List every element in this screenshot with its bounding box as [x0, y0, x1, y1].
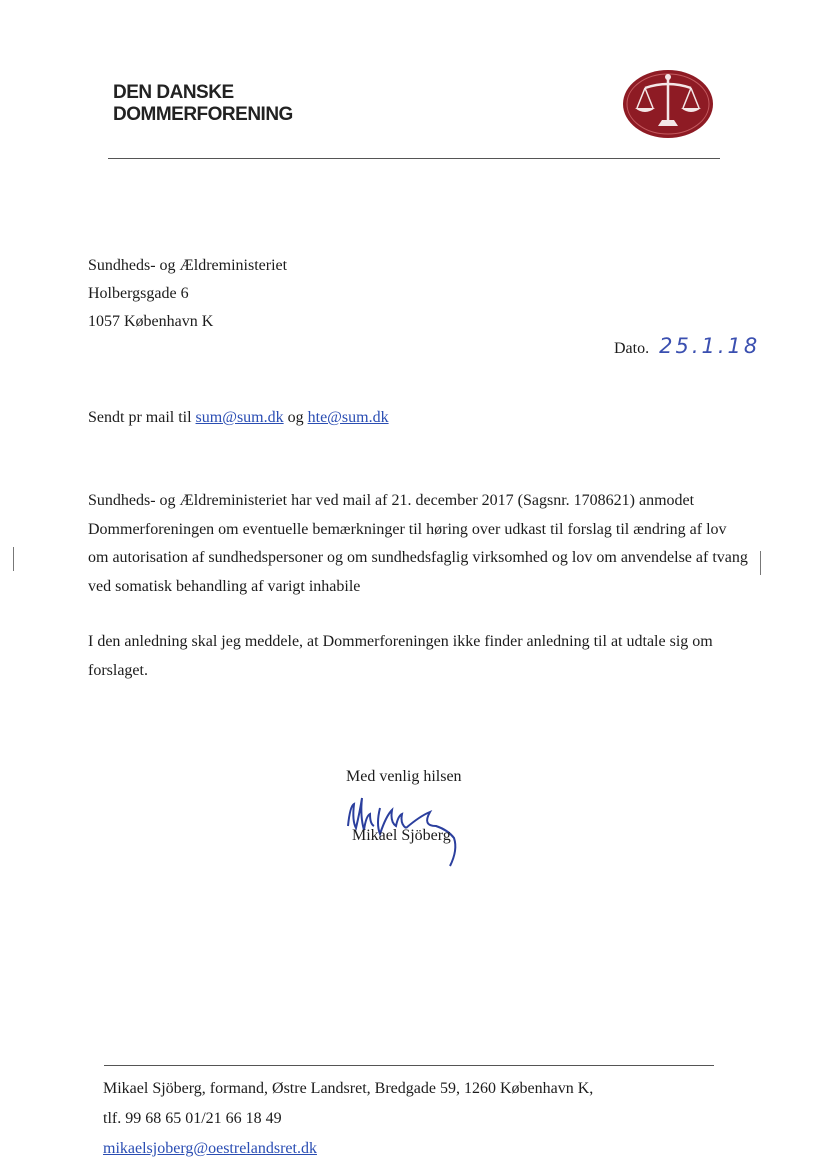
sent-by-email-line: [88, 409, 389, 427]
signer-name: Mikael Sjöberg: [352, 827, 451, 844]
email-link-sum[interactable]: sum@sum.dk: [195, 409, 284, 426]
footer-line2: [103, 1104, 593, 1164]
scales-of-justice-seal-icon: [621, 68, 716, 140]
paragraph-line: I den anledning skal jeg meddele, at Dommerforeningen ikke finder anledning til at udtale sig om: [88, 633, 713, 650]
organization-name: [113, 82, 293, 126]
footer-phone: tlf. 99 68 65 01/21 66 18 49: [103, 1110, 282, 1127]
paragraph-line: om autorisation af sundhedspersoner og om sundhedsfaglig virksomhed og lov om anvendelse af tvang: [88, 549, 748, 566]
paragraph-line: forslaget.: [88, 661, 148, 679]
sent-joiner: og: [283, 409, 308, 426]
footer-divider: [104, 1065, 714, 1066]
recipient-line3: 1057 København K: [88, 313, 214, 330]
email-link-hte[interactable]: hte@sum.dk: [307, 409, 389, 426]
scan-margin-mark-right: [760, 551, 761, 575]
closing-salutation: Med venlig hilsen: [346, 768, 462, 785]
paragraph-line: Sundheds- og Ældreministeriet har ved mail af 21. december 2017 (Sagsnr. 1708621) anmodet: [88, 492, 695, 509]
organization-name-line1: DEN DANSKE: [113, 82, 234, 103]
organization-name-line2: DOMMERFORENING: [113, 104, 293, 125]
date-line: [614, 334, 760, 358]
scan-margin-mark-left: [13, 547, 14, 571]
recipient-line2: Holbergsgade 6: [88, 285, 189, 302]
sent-prefix: Sendt pr mail til: [88, 409, 196, 426]
footer-line1: Mikael Sjöberg, formand, Østre Landsret, Bredgade 59, 1260 København K,: [103, 1080, 594, 1097]
body-paragraph-1: [88, 487, 753, 601]
recipient-line1: Sundheds- og Ældreministeriet: [88, 257, 288, 274]
paragraph-line: Dommerforeningen om eventuelle bemærkninger til høring over udkast til forslag til ændring af lov: [88, 520, 727, 538]
recipient-address: [88, 252, 287, 336]
date-label: Dato.: [614, 340, 650, 357]
body-paragraph-2: [88, 628, 753, 685]
footer-contact: [103, 1074, 593, 1164]
footer-email-link[interactable]: mikaelsjoberg@oestrelandsret.dk: [103, 1140, 317, 1157]
paragraph-line: ved somatisk behandling af varigt inhabile: [88, 577, 361, 595]
header-divider: [108, 158, 720, 159]
handwritten-date: 25.1.18: [659, 334, 761, 358]
